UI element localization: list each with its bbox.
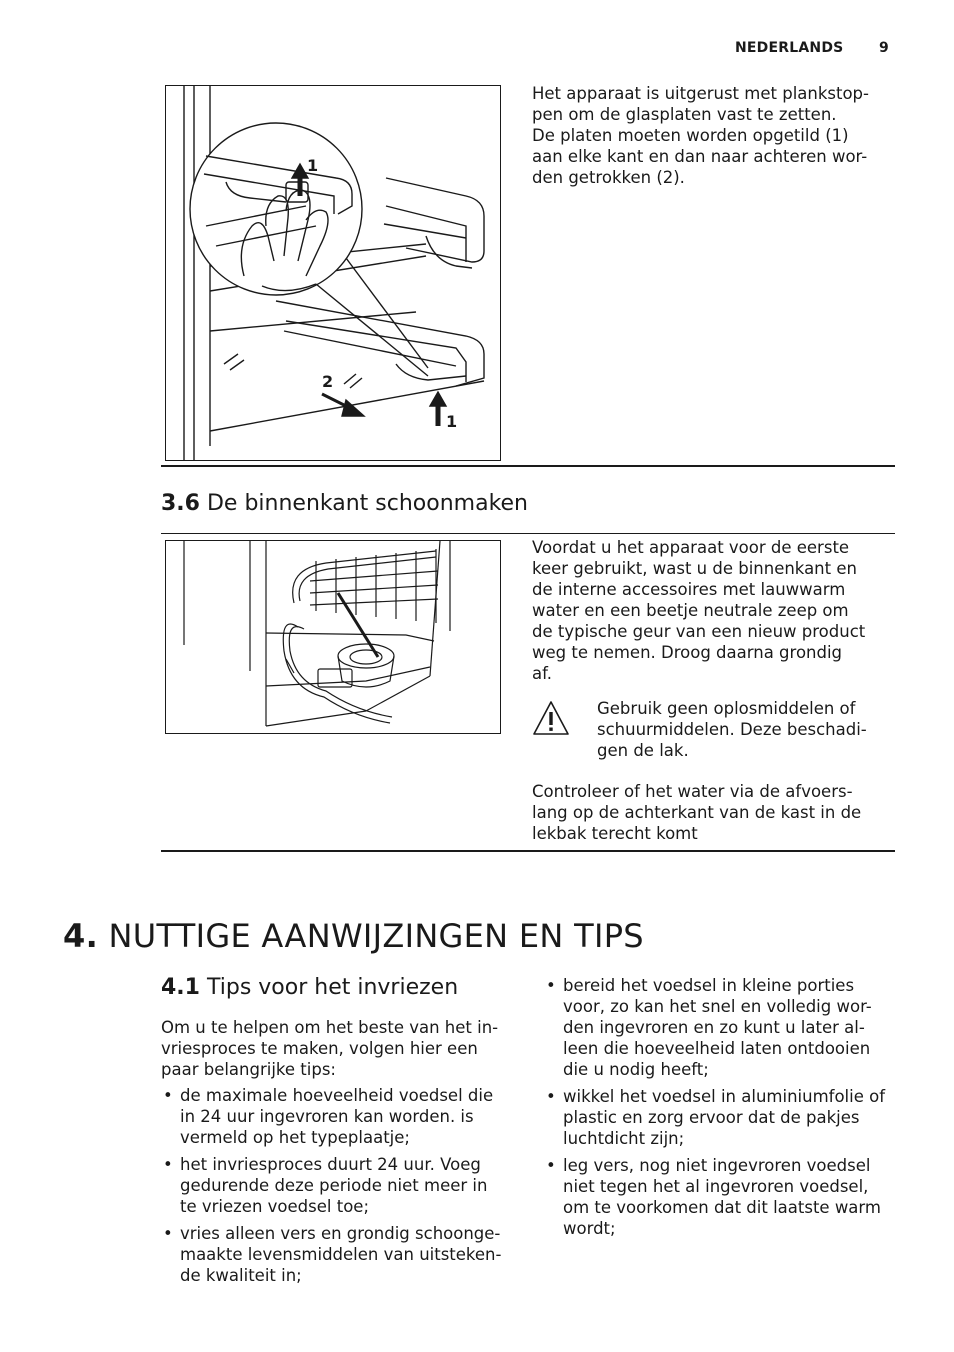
tip-text: vries alleen vers en grondig schoonge- maakte levensmiddelen van uitsteken- de kwaliteit in; [180, 1224, 502, 1285]
chapter-4-heading [63, 917, 644, 955]
list-item [161, 1154, 521, 1217]
warning-text: Gebruik geen oplosmiddelen of schuurmiddelen. Deze beschadi- gen de lak. [597, 699, 867, 760]
section-3-6-rule [161, 533, 895, 534]
drain-drawing [166, 541, 500, 733]
arrow-label-1-bottom: 1 [446, 412, 458, 431]
list-item [544, 1086, 914, 1149]
freezing-tips-intro: Om u te helpen om het beste van het in- vriesproces te maken, volgen hier een paar belangrijke tips: [161, 1018, 499, 1079]
arrow-label-2: 2 [322, 372, 334, 391]
tip-text: wikkel het voedsel in aluminiumfolie of plastic en zorg ervoor dat de pakjes luchtdicht zijn; [563, 1087, 886, 1148]
list-item [544, 1155, 914, 1239]
section-3-6-number: 3.6 [161, 491, 200, 516]
section-4-1-number: 4.1 [161, 975, 200, 1000]
section-3-6-title: De binnenkant schoonmaken [206, 491, 529, 516]
list-item [544, 975, 914, 1080]
tips-list-left [161, 1085, 521, 1292]
shelf-instructions-text: Het apparaat is uitgerust met plankstop- pen om de glasplaten vast te zetten. De platen moeten worden opgetild (1) aan elke kant en dan naar achteren wor- den getrokken (2). [532, 84, 869, 187]
page-number: 9 [879, 40, 889, 56]
tip-text: het invriesproces duurt 24 uur. Voeg gedurende deze periode niet meer in te vriezen voedsel toe; [180, 1155, 488, 1216]
arrow-label-1-top: 1 [307, 156, 319, 175]
section-4-1-heading [161, 975, 458, 1000]
section-divider [161, 465, 895, 467]
chapter-4-number: 4. [63, 917, 99, 955]
list-item [161, 1085, 521, 1148]
drain-check-text: Controleer of het water via de afvoers- lang op de achterkant van de kast in de lekbak terecht komt [532, 782, 862, 843]
section-end-divider [161, 850, 895, 852]
tip-text: de maximale hoeveelheid voedsel die in 24 uur ingevroren kan worden. is vermeld op het typeplaatje; [180, 1086, 494, 1147]
section-4-1-title: Tips voor het invriezen [206, 975, 459, 1000]
interior-cleaning-illustration [165, 540, 501, 734]
tips-list-right [544, 975, 914, 1245]
chapter-4-title: NUTTIGE AANWIJZINGEN EN TIPS [108, 917, 644, 955]
header-language: NEDERLANDS [735, 40, 844, 56]
tip-text: bereid het voedsel in kleine porties voor, zo kan het snel en volledig wor- den ingevroren en zo kunt u later al- leen die hoeveelheid laten ontdooien die u nodig heeft; [563, 976, 872, 1079]
shelf-illustration [165, 85, 501, 461]
cleaning-instructions-text: Voordat u het apparaat voor de eerste keer gebruikt, wast u de binnenkant en de interne accessoires met lauwwarm water en een beetje neutrale zeep om de typische geur van een nieuw product weg te nemen. Droog daarna grondig af. [532, 538, 866, 683]
list-item [161, 1223, 521, 1286]
shelf-drawing [166, 86, 500, 460]
section-3-6-heading [161, 491, 528, 516]
warning-icon [532, 700, 570, 736]
tip-text: leg vers, nog niet ingevroren voedsel niet tegen het al ingevroren voedsel, om te voorkomen dat dit laatste warm wordt; [563, 1156, 881, 1238]
